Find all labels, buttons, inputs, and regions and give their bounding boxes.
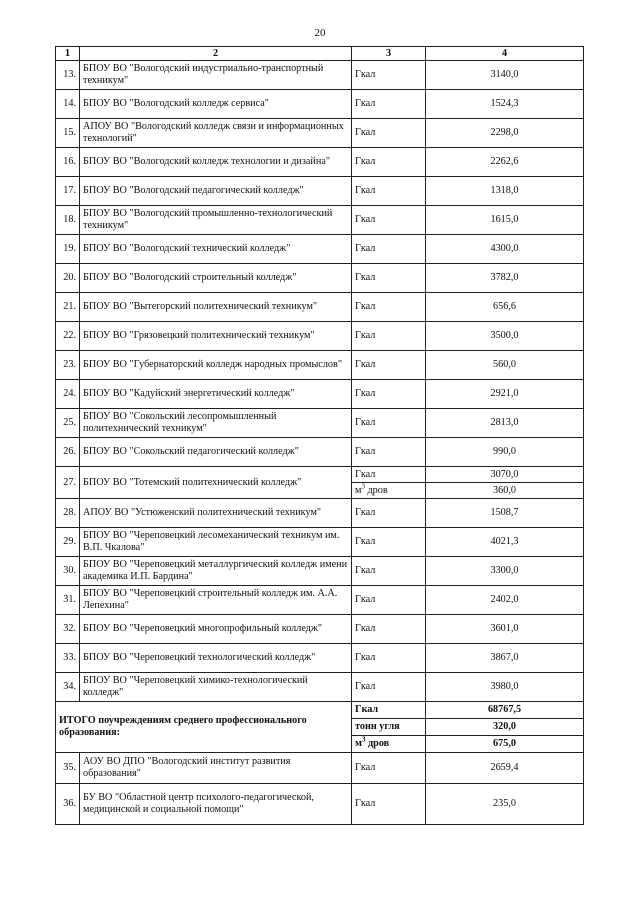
unit: Гкал [352, 499, 426, 528]
row-number: 22. [56, 322, 80, 351]
table-row [56, 409, 584, 438]
institution-name: АОУ ВО ДПО "Вологодский институт развития образования" [80, 753, 352, 784]
row-number: 17. [56, 177, 80, 206]
table-row [56, 644, 584, 673]
row-number: 35. [56, 753, 80, 784]
institution-name: БПОУ ВО "Тотемский политехнический колледж" [80, 467, 352, 499]
header-col-1: 1 [56, 47, 80, 61]
institution-name: БПОУ ВО "Вологодский колледж технологии и дизайна" [80, 148, 352, 177]
institution-name: БУ ВО "Областной центр психолого-педагогической, медицинской и социальной помощи" [80, 784, 352, 825]
value: 2921,0 [426, 380, 584, 409]
unit: Гкал [352, 119, 426, 148]
unit: $м^3$ дров [352, 483, 426, 499]
unit: Гкал [352, 615, 426, 644]
row-number: 19. [56, 235, 80, 264]
value: 1615,0 [426, 206, 584, 235]
table-row [56, 586, 584, 615]
institution-name: БПОУ ВО "Вологодский индустриально-транспортный техникум" [80, 61, 352, 90]
header-col-3: 3 [352, 47, 426, 61]
table-row [56, 119, 584, 148]
unit: Гкал [352, 586, 426, 615]
superscript: 3 [361, 735, 366, 744]
row-number: 13. [56, 61, 80, 90]
row-number: 23. [56, 351, 80, 380]
unit: Гкал [352, 90, 426, 119]
table-row [56, 528, 584, 557]
institution-name: БПОУ ВО "Череповецкий химико-технологический колледж" [80, 673, 352, 702]
unit: Гкал [352, 438, 426, 467]
value: 2262,6 [426, 148, 584, 177]
value: 3500,0 [426, 322, 584, 351]
table-row [56, 784, 584, 825]
unit: Гкал [352, 557, 426, 586]
unit: Гкал [352, 528, 426, 557]
value: 3300,0 [426, 557, 584, 586]
value: 235,0 [426, 784, 584, 825]
institution-name: АПОУ ВО "Вологодский колледж связи и информационных технологий" [80, 119, 352, 148]
unit: Гкал [352, 177, 426, 206]
value: 2298,0 [426, 119, 584, 148]
total-value: 68767,5 [426, 702, 584, 719]
value: 1318,0 [426, 177, 584, 206]
row-number: 29. [56, 528, 80, 557]
value: 1524,3 [426, 90, 584, 119]
row-number: 30. [56, 557, 80, 586]
institution-name: БПОУ ВО "Вытегорский политехнический техникум" [80, 293, 352, 322]
institution-name: БПОУ ВО "Сокольский лесопромышленный политехнический техникум" [80, 409, 352, 438]
value: 656,6 [426, 293, 584, 322]
table-row [56, 61, 584, 90]
table-row [56, 351, 584, 380]
institution-name: БПОУ ВО "Череповецкий многопрофильный колледж" [80, 615, 352, 644]
row-number: 16. [56, 148, 80, 177]
total-unit: $м^3$ дров [352, 736, 426, 753]
unit: Гкал [352, 753, 426, 784]
row-number: 32. [56, 615, 80, 644]
header-col-4: 4 [426, 47, 584, 61]
value: 4300,0 [426, 235, 584, 264]
row-number: 25. [56, 409, 80, 438]
total-value: 320,0 [426, 719, 584, 736]
row-number: 26. [56, 438, 80, 467]
table-row [56, 322, 584, 351]
row-number: 28. [56, 499, 80, 528]
unit: Гкал [352, 351, 426, 380]
row-number: 36. [56, 784, 80, 825]
row-number: 15. [56, 119, 80, 148]
row-number: 33. [56, 644, 80, 673]
row-number: 24. [56, 380, 80, 409]
unit: Гкал [352, 784, 426, 825]
unit: Гкал [352, 409, 426, 438]
value: 3782,0 [426, 264, 584, 293]
value: 2813,0 [426, 409, 584, 438]
institution-name: БПОУ ВО "Губернаторский колледж народных промыслов" [80, 351, 352, 380]
value: 1508,7 [426, 499, 584, 528]
table-row [56, 467, 584, 483]
value: 560,0 [426, 351, 584, 380]
institution-name: БПОУ ВО "Череповецкий металлургический колледж имени академика И.П. Бардина" [80, 557, 352, 586]
total-unit: Гкал [352, 702, 426, 719]
institution-name: АПОУ ВО "Устюженский политехнический техникум" [80, 499, 352, 528]
institution-name: БПОУ ВО "Сокольский педагогический колледж" [80, 438, 352, 467]
institution-name: БПОУ ВО "Череповецкий строительный колледж им. А.А. Лепехина" [80, 586, 352, 615]
value: 990,0 [426, 438, 584, 467]
table-row [56, 90, 584, 119]
consumption-table [55, 46, 584, 825]
value: 3070,0 [426, 467, 584, 483]
table-row [56, 673, 584, 702]
row-number: 34. [56, 673, 80, 702]
total-label: ИТОГО поучреждениям среднего профессионального образования: [56, 702, 352, 753]
institution-name: БПОУ ВО "Вологодский технический колледж" [80, 235, 352, 264]
institution-name: БПОУ ВО "Вологодский строительный колледж" [80, 264, 352, 293]
value: 2402,0 [426, 586, 584, 615]
value: 3140,0 [426, 61, 584, 90]
table-row [56, 235, 584, 264]
table-body [56, 61, 584, 825]
row-number: 21. [56, 293, 80, 322]
unit: Гкал [352, 322, 426, 351]
table-row [56, 753, 584, 784]
page-number: 20 [314, 27, 326, 39]
unit: Гкал [352, 293, 426, 322]
institution-name: БПОУ ВО "Череповецкий технологический колледж" [80, 644, 352, 673]
unit: Гкал [352, 148, 426, 177]
table-header-row [56, 47, 584, 61]
header-col-2: 2 [80, 47, 352, 61]
value: 3601,0 [426, 615, 584, 644]
table-row [56, 557, 584, 586]
institution-name: БПОУ ВО "Вологодский педагогический колледж" [80, 177, 352, 206]
institution-name: БПОУ ВО "Грязовецкий политехнический техникум" [80, 322, 352, 351]
row-number: 20. [56, 264, 80, 293]
institution-name: БПОУ ВО "Кадуйский энергетический колледж" [80, 380, 352, 409]
row-number: 18. [56, 206, 80, 235]
value: 360,0 [426, 483, 584, 499]
total-unit: тонн угля [352, 719, 426, 736]
table-row [56, 148, 584, 177]
unit: Гкал [352, 235, 426, 264]
unit: Гкал [352, 380, 426, 409]
row-number: 14. [56, 90, 80, 119]
institution-name: БПОУ ВО "Череповецкий лесомеханический техникум им. В.П. Чкалова" [80, 528, 352, 557]
unit: Гкал [352, 264, 426, 293]
table-row [56, 438, 584, 467]
unit: Гкал [352, 467, 426, 483]
table-row [56, 293, 584, 322]
table-row [56, 380, 584, 409]
table-row [56, 615, 584, 644]
unit: Гкал [352, 206, 426, 235]
value: 2659,4 [426, 753, 584, 784]
total-value: 675,0 [426, 736, 584, 753]
table-row [56, 264, 584, 293]
row-number: 27. [56, 467, 80, 499]
value: 3867,0 [426, 644, 584, 673]
table-row [56, 499, 584, 528]
institution-name: БПОУ ВО "Вологодский промышленно-технологический техникум" [80, 206, 352, 235]
unit: Гкал [352, 673, 426, 702]
row-number: 31. [56, 586, 80, 615]
value: 4021,3 [426, 528, 584, 557]
unit: Гкал [352, 644, 426, 673]
value: 3980,0 [426, 673, 584, 702]
table-row [56, 206, 584, 235]
table-row [56, 177, 584, 206]
institution-name: БПОУ ВО "Вологодский колледж сервиса" [80, 90, 352, 119]
unit: Гкал [352, 61, 426, 90]
superscript: 3 [361, 482, 365, 491]
total-row [56, 702, 584, 719]
